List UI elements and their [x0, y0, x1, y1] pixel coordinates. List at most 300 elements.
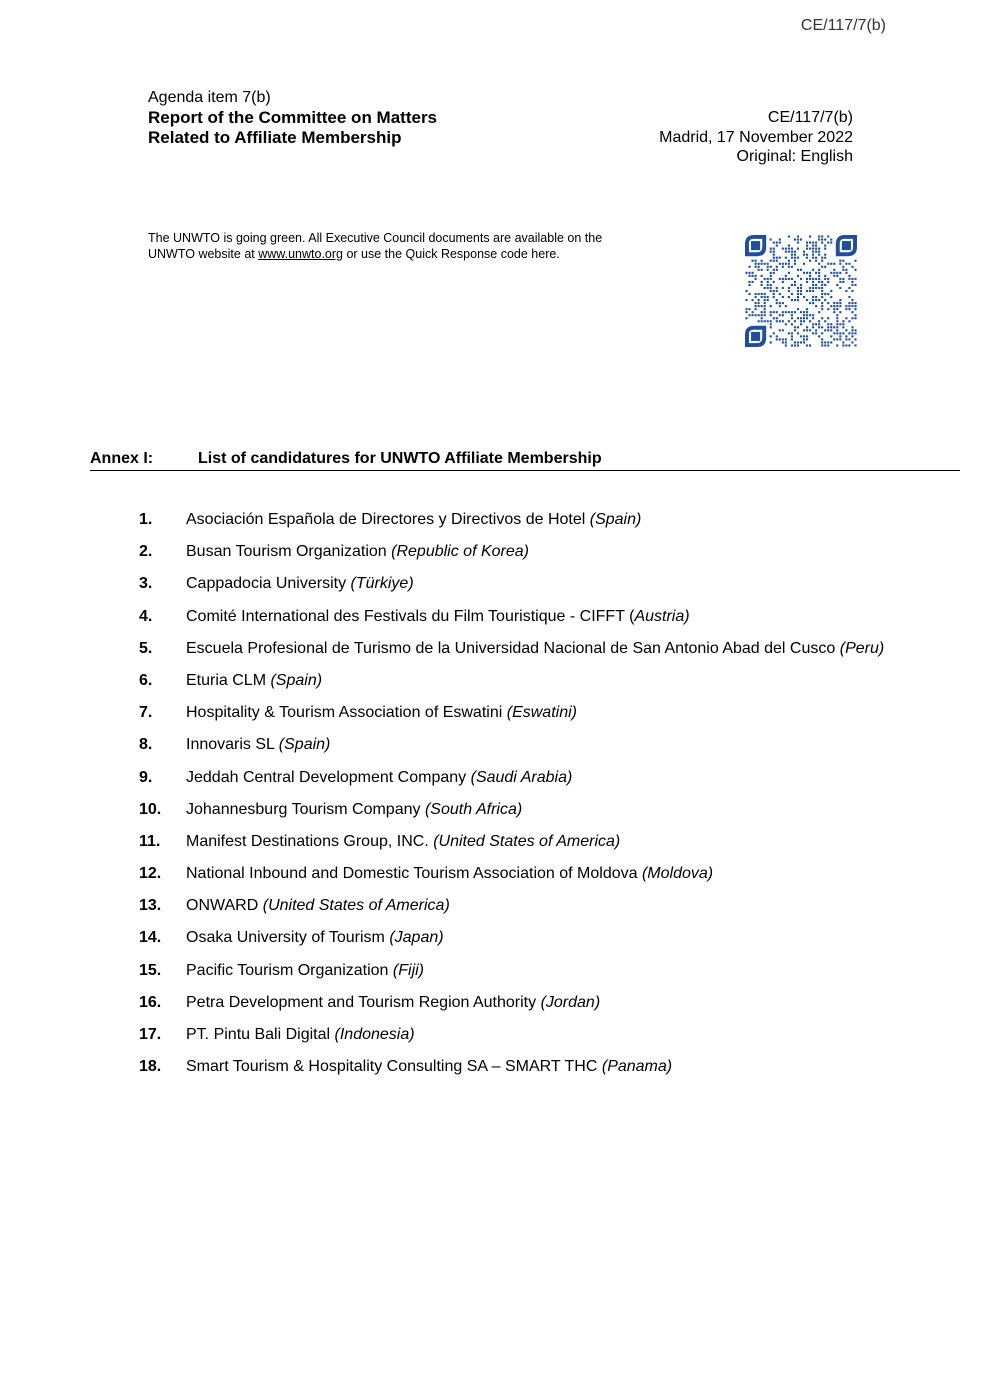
qr-module [770, 314, 772, 316]
qr-module [827, 278, 829, 280]
qr-module [797, 344, 799, 346]
qr-module [812, 242, 814, 244]
qr-module [782, 266, 784, 268]
qr-module [745, 290, 747, 292]
qr-module [827, 235, 829, 237]
qr-module [812, 269, 814, 271]
qr-module [821, 257, 823, 259]
qr-module [836, 323, 838, 325]
qr-module [839, 299, 841, 301]
qr-module [773, 290, 775, 292]
qr-module [755, 278, 757, 280]
qr-module [851, 299, 853, 301]
qr-module [803, 341, 805, 343]
candidate-name: Comité International des Festivals du Film Touristique - CIFFT ( [186, 607, 635, 625]
qr-module [785, 248, 787, 250]
qr-module [745, 308, 747, 310]
qr-module [827, 308, 829, 310]
candidate-country: (United States of America) [433, 832, 621, 850]
qr-module [761, 260, 763, 262]
qr-module [758, 299, 760, 301]
qr-module [797, 332, 799, 334]
qr-module [758, 266, 760, 268]
qr-module [794, 251, 796, 253]
qr-module [794, 257, 796, 259]
qr-code-icon[interactable] [745, 235, 857, 347]
qr-module [797, 248, 799, 250]
qr-module [794, 341, 796, 343]
qr-module [821, 281, 823, 283]
qr-module [791, 338, 793, 340]
qr-module [797, 308, 799, 310]
qr-module [812, 299, 814, 301]
qr-module [791, 284, 793, 286]
qr-module [803, 320, 805, 322]
qr-module [821, 317, 823, 319]
qr-module [818, 320, 820, 322]
qr-module [851, 335, 853, 337]
qr-module [812, 254, 814, 256]
qr-module [812, 278, 814, 280]
unwto-website-link[interactable]: www.unwto.org [258, 246, 343, 261]
qr-module [770, 290, 772, 292]
candidate-number: 2. [139, 543, 153, 561]
qr-module [794, 281, 796, 283]
candidate-country: (Moldova) [641, 865, 714, 883]
qr-module [821, 326, 823, 328]
candidate-country: (Fiji) [392, 961, 424, 979]
qr-module [821, 344, 823, 346]
qr-module [821, 308, 823, 310]
qr-module [821, 302, 823, 304]
qr-module [818, 269, 820, 271]
qr-module [800, 287, 802, 289]
document-title-line2: Related to Affiliate Membership [148, 128, 402, 147]
candidate-entry [186, 767, 887, 789]
qr-module [854, 302, 856, 304]
qr-module [797, 293, 799, 295]
qr-module [785, 251, 787, 253]
qr-module [773, 272, 775, 274]
qr-module [833, 269, 835, 271]
candidate-item [139, 767, 887, 789]
candidate-entry [186, 638, 887, 660]
candidate-country: Austria) [634, 607, 690, 625]
candidate-number: 18. [139, 1058, 162, 1076]
qr-module [839, 323, 841, 325]
qr-module [761, 296, 763, 298]
candidate-name: Asociación Española de Directores y Directivos de Hotel [186, 511, 590, 528]
qr-module [767, 299, 769, 301]
qr-module [848, 305, 850, 307]
qr-module [758, 305, 760, 307]
qr-module [767, 287, 769, 289]
qr-module [812, 248, 814, 250]
qr-module [788, 296, 790, 298]
qr-module [806, 257, 808, 259]
agenda-block [148, 88, 437, 148]
qr-module [821, 332, 823, 334]
qr-module [818, 263, 820, 265]
qr-module [773, 251, 775, 253]
qr-module [836, 320, 838, 322]
candidate-item [139, 1056, 887, 1078]
qr-module [818, 299, 820, 301]
candidate-entry [186, 670, 887, 692]
qr-module [824, 329, 826, 331]
qr-module [812, 290, 814, 292]
qr-module [830, 272, 832, 274]
qr-module [824, 341, 826, 343]
qr-module [803, 296, 805, 298]
candidate-item [139, 734, 887, 756]
qr-module [842, 341, 844, 343]
qr-module [821, 260, 823, 262]
candidate-entry [186, 1056, 887, 1078]
candidate-number: 9. [139, 768, 153, 786]
qr-module [848, 275, 850, 277]
candidate-number: 3. [139, 575, 153, 593]
qr-module [748, 314, 750, 316]
qr-module [809, 329, 811, 331]
qr-module [788, 263, 790, 265]
qr-module [830, 341, 832, 343]
qr-module [791, 335, 793, 337]
qr-module [794, 284, 796, 286]
candidate-number: 16. [139, 993, 162, 1011]
qr-module [806, 278, 808, 280]
qr-module [764, 299, 766, 301]
qr-module [830, 326, 832, 328]
qr-module [764, 308, 766, 310]
qr-module [758, 320, 760, 322]
qr-module [842, 326, 844, 328]
qr-module [815, 251, 817, 253]
qr-module [797, 290, 799, 292]
qr-module [797, 299, 799, 301]
qr-module [830, 329, 832, 331]
qr-module [854, 269, 856, 271]
qr-module [818, 311, 820, 313]
qr-module [748, 275, 750, 277]
qr-module [797, 275, 799, 277]
qr-module [788, 278, 790, 280]
annex-label: Annex I: [90, 450, 154, 467]
qr-module [779, 238, 781, 240]
qr-module [773, 281, 775, 283]
qr-module [815, 284, 817, 286]
candidate-country: (Japan) [389, 929, 444, 947]
qr-module [748, 272, 750, 274]
qr-module [773, 257, 775, 259]
qr-module [836, 326, 838, 328]
qr-module [761, 314, 763, 316]
candidate-name: Busan Tourism Organization [186, 543, 392, 561]
qr-module [842, 269, 844, 271]
qr-module [806, 290, 808, 292]
qr-module [848, 344, 850, 346]
qr-module [806, 254, 808, 256]
candidate-name: Pacific Tourism Organization [186, 961, 393, 979]
qr-module [748, 293, 750, 295]
qr-module [803, 254, 805, 256]
qr-module [851, 281, 853, 283]
qr-module [797, 242, 799, 244]
qr-module [836, 329, 838, 331]
qr-module [848, 302, 850, 304]
qr-module [755, 308, 757, 310]
qr-module [788, 287, 790, 289]
qr-module [745, 317, 747, 319]
qr-module [848, 296, 850, 298]
candidate-country: (Saudi Arabia) [470, 768, 573, 786]
qr-module [800, 323, 802, 325]
qr-module [851, 332, 853, 334]
qr-module [812, 326, 814, 328]
qr-module [748, 308, 750, 310]
qr-module [761, 284, 763, 286]
qr-module [797, 238, 799, 240]
original-language: Original: English [736, 148, 853, 165]
qr-module [848, 338, 850, 340]
qr-module [848, 263, 850, 265]
qr-module [800, 341, 802, 343]
qr-module [791, 251, 793, 253]
qr-module [767, 284, 769, 286]
qr-module [827, 302, 829, 304]
qr-module [839, 287, 841, 289]
qr-module [833, 305, 835, 307]
qr-module [806, 299, 808, 301]
qr-module [809, 278, 811, 280]
qr-module [839, 302, 841, 304]
qr-module [854, 332, 856, 334]
qr-module [836, 284, 838, 286]
candidate-item [139, 927, 887, 949]
qr-module [806, 314, 808, 316]
qr-module [800, 293, 802, 295]
qr-module [794, 254, 796, 256]
qr-module [824, 248, 826, 250]
candidate-item [139, 992, 887, 1014]
qr-module [812, 332, 814, 334]
qr-module [854, 308, 856, 310]
qr-module [800, 320, 802, 322]
candidate-name: Manifest Destinations Group, INC. [186, 832, 434, 850]
candidate-number: 8. [139, 736, 153, 754]
qr-module [797, 235, 799, 237]
qr-module [827, 293, 829, 295]
qr-module [767, 281, 769, 283]
document-meta [659, 108, 853, 167]
qr-module [797, 317, 799, 319]
going-green-note [148, 231, 648, 262]
qr-module [764, 302, 766, 304]
qr-module [773, 311, 775, 313]
qr-module [785, 257, 787, 259]
qr-module [770, 326, 772, 328]
qr-module [800, 311, 802, 313]
qr-module [806, 248, 808, 250]
qr-module [815, 257, 817, 259]
qr-module [779, 329, 781, 331]
qr-module [851, 329, 853, 331]
qr-module [821, 296, 823, 298]
qr-module [797, 257, 799, 259]
candidate-item [139, 702, 887, 724]
qr-module [782, 302, 784, 304]
qr-module [830, 238, 832, 240]
qr-module [833, 338, 835, 340]
candidate-number: 4. [139, 607, 153, 625]
qr-module [842, 320, 844, 322]
qr-module [776, 290, 778, 292]
qr-module [779, 263, 781, 265]
qr-module [812, 302, 814, 304]
qr-module [845, 263, 847, 265]
qr-module [752, 311, 754, 313]
qr-module [845, 269, 847, 271]
qr-module [785, 275, 787, 277]
qr-module [842, 344, 844, 346]
candidate-entry [186, 734, 887, 756]
candidate-country: (Indonesia) [334, 1026, 415, 1043]
qr-module [812, 281, 814, 283]
qr-module [791, 332, 793, 334]
qr-module [806, 335, 808, 337]
qr-module [839, 338, 841, 340]
qr-module [815, 305, 817, 307]
qr-module [761, 281, 763, 283]
document-reference: CE/117/7(b) [767, 109, 853, 126]
qr-module [761, 269, 763, 271]
qr-module [797, 341, 799, 343]
qr-module [752, 314, 754, 316]
qr-module [785, 323, 787, 325]
qr-module [776, 257, 778, 259]
qr-module [752, 299, 754, 301]
qr-module [761, 305, 763, 307]
qr-module [818, 254, 820, 256]
qr-module [788, 235, 790, 237]
qr-module [779, 242, 781, 244]
qr-module [779, 305, 781, 307]
qr-module [821, 290, 823, 292]
candidate-item [139, 509, 887, 531]
qr-module [809, 272, 811, 274]
qr-module [836, 314, 838, 316]
qr-module [785, 263, 787, 265]
qr-module [770, 284, 772, 286]
qr-module [800, 317, 802, 319]
qr-module [815, 296, 817, 298]
qr-module [797, 287, 799, 289]
candidate-entry [186, 927, 887, 949]
qr-module [770, 323, 772, 325]
qr-module [773, 269, 775, 271]
qr-module [833, 272, 835, 274]
qr-module [761, 275, 763, 277]
qr-module [788, 290, 790, 292]
candidate-name: Hospitality & Tourism Association of Eswatini [186, 704, 507, 722]
qr-module [779, 293, 781, 295]
qr-module [776, 335, 778, 337]
qr-module [767, 320, 769, 322]
qr-module [842, 260, 844, 262]
qr-module [752, 260, 754, 262]
qr-module [779, 338, 781, 340]
qr-module [767, 296, 769, 298]
qr-module [845, 272, 847, 274]
qr-module [755, 305, 757, 307]
qr-module [803, 311, 805, 313]
qr-module [770, 278, 772, 280]
qr-module [821, 287, 823, 289]
agenda-item-label: Agenda item 7(b) [148, 89, 271, 106]
qr-module [851, 266, 853, 268]
qr-module [851, 278, 853, 280]
qr-module [800, 290, 802, 292]
qr-module [745, 272, 747, 274]
qr-module [767, 269, 769, 271]
qr-module [791, 278, 793, 280]
qr-module [818, 248, 820, 250]
qr-module [812, 287, 814, 289]
green-note-text-after: or use the Quick Response code here. [342, 246, 560, 261]
qr-module [824, 293, 826, 295]
qr-module [827, 329, 829, 331]
qr-module [809, 290, 811, 292]
qr-module [830, 290, 832, 292]
qr-module [752, 275, 754, 277]
qr-module [836, 305, 838, 307]
qr-module [824, 254, 826, 256]
qr-module [818, 275, 820, 277]
qr-module [839, 260, 841, 262]
qr-module [812, 323, 814, 325]
qr-module [773, 242, 775, 244]
qr-module [767, 266, 769, 268]
candidate-country: (Peru) [839, 639, 885, 657]
qr-module [812, 284, 814, 286]
candidate-name: Petra Development and Tourism Region Authority [186, 993, 541, 1011]
qr-module [788, 266, 790, 268]
qr-module [830, 323, 832, 325]
candidate-number: 17. [139, 1026, 162, 1043]
qr-module [842, 278, 844, 280]
qr-module [854, 260, 856, 262]
qr-module [794, 326, 796, 328]
candidate-name: ONWARD [186, 897, 263, 915]
qr-module [782, 338, 784, 340]
candidate-entry [186, 606, 887, 628]
candidate-name: Smart Tourism & Hospitality Consulting SA – SMART THC [186, 1058, 602, 1076]
qr-module [806, 281, 808, 283]
qr-module [782, 281, 784, 283]
qr-module [782, 248, 784, 250]
qr-module [779, 320, 781, 322]
qr-module [854, 314, 856, 316]
qr-module [770, 272, 772, 274]
document-title-line1: Report of the Committee on Matters [148, 108, 438, 127]
qr-module [755, 260, 757, 262]
candidate-item [139, 1024, 887, 1046]
qr-module [755, 296, 757, 298]
candidate-number: 10. [139, 800, 162, 818]
qr-module [827, 317, 829, 319]
candidate-entry [186, 831, 887, 853]
qr-module [773, 296, 775, 298]
